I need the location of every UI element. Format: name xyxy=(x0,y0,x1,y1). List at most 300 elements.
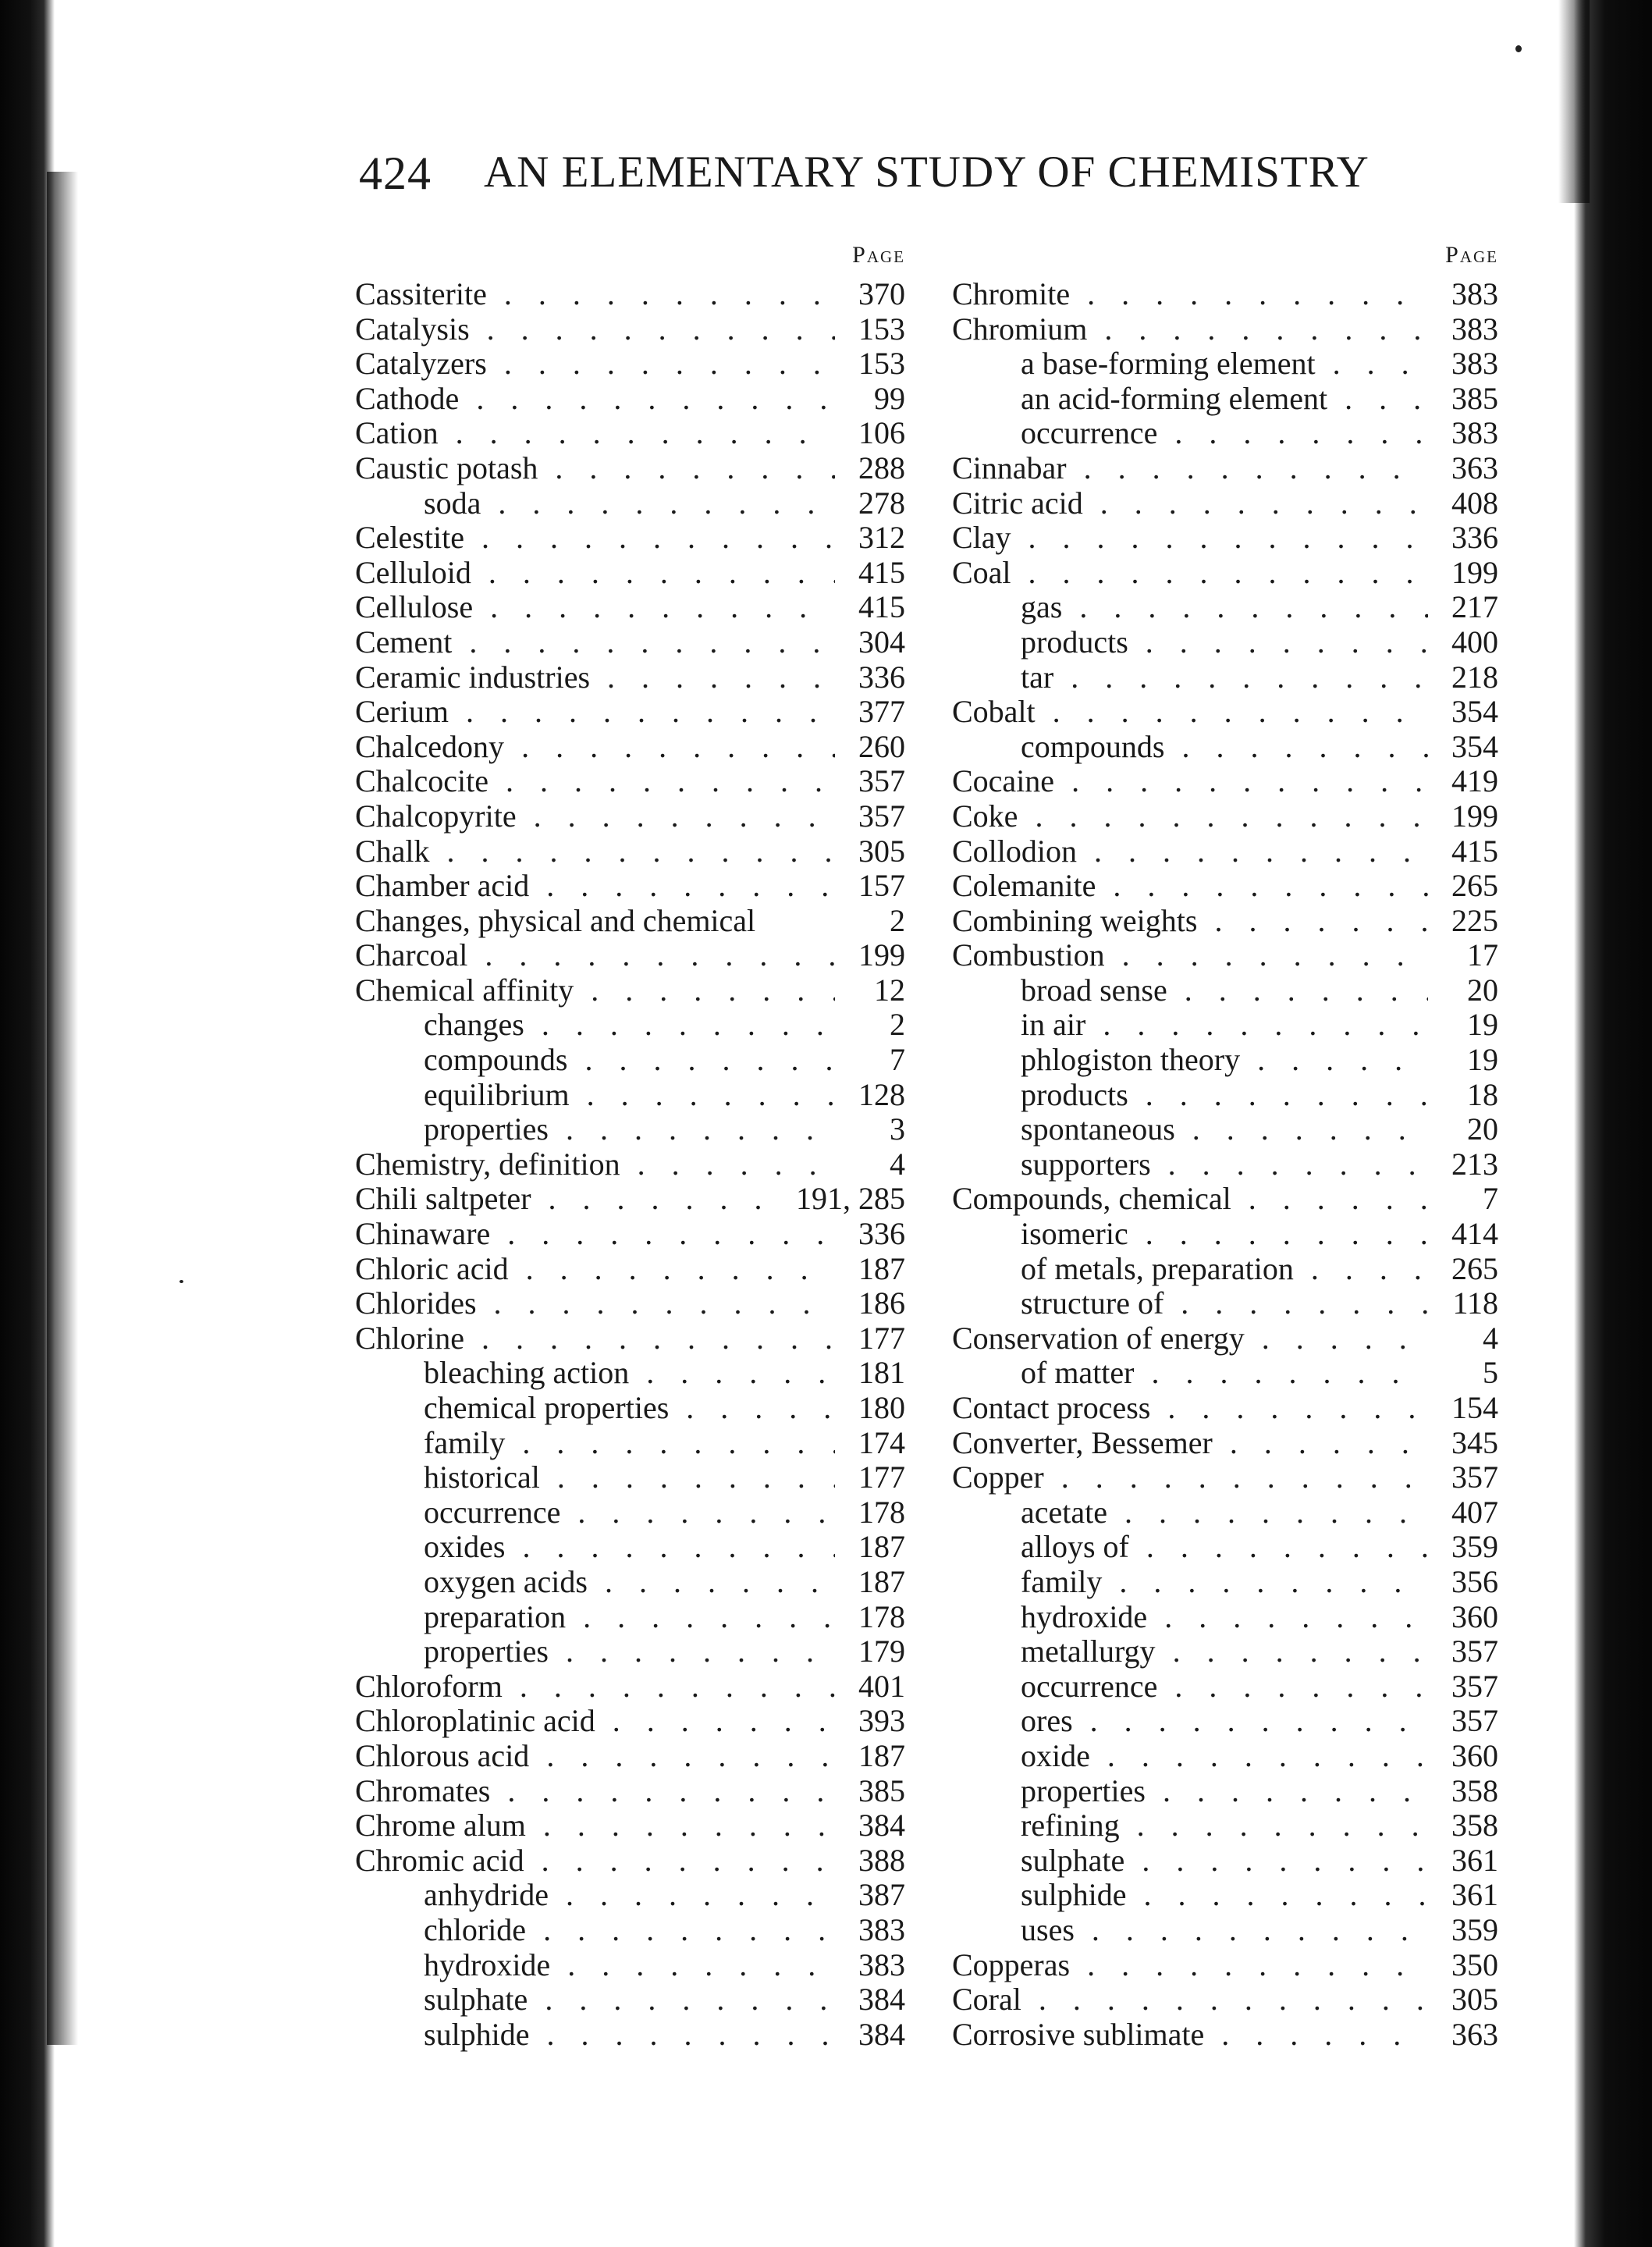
entry-page: 17 xyxy=(1458,938,1498,973)
entry-label: Chili saltpeter . . . xyxy=(355,1182,773,1217)
entry-page: 20 xyxy=(1458,973,1498,1008)
entry-page: 359 xyxy=(1442,1913,1498,1948)
entry-page: 181 xyxy=(849,1356,905,1391)
entry-page: 260 xyxy=(849,730,905,765)
entry-label: a base-forming element . . . xyxy=(1021,347,1428,382)
index-subentry xyxy=(952,1252,1498,1287)
index-entry xyxy=(355,764,905,799)
entry-label: family . . . xyxy=(1021,1565,1428,1600)
entry-page: 177 xyxy=(849,1460,905,1495)
index-column-right xyxy=(952,242,1498,2053)
entry-page: 4 xyxy=(880,1147,905,1182)
entry-label: Contact process . . . xyxy=(952,1391,1428,1426)
index-subentry xyxy=(355,1008,905,1043)
index-subentry xyxy=(952,973,1498,1008)
index-entry xyxy=(952,556,1498,591)
entry-page: 278 xyxy=(849,486,905,521)
entry-label: supporters . . . xyxy=(1021,1147,1428,1182)
entry-label: Coal . . . xyxy=(952,556,1428,591)
index-entry xyxy=(355,869,905,904)
entry-label: occurrence . . . xyxy=(1021,1669,1428,1705)
index-entry xyxy=(355,1808,905,1843)
entry-page: 384 xyxy=(849,2018,905,2053)
scan-shadow-left xyxy=(47,172,78,2045)
entry-page: 199 xyxy=(1442,556,1498,591)
index-entry xyxy=(355,382,905,417)
index-subentry xyxy=(355,1391,905,1426)
scan-speck xyxy=(179,1280,183,1283)
entry-page: 174 xyxy=(849,1426,905,1461)
index-entry xyxy=(355,1252,905,1287)
index-subentry xyxy=(355,1878,905,1913)
index-entry xyxy=(952,938,1498,973)
entry-page: 370 xyxy=(849,277,905,312)
entry-page: 400 xyxy=(1442,625,1498,660)
entry-page: 153 xyxy=(849,312,905,347)
entry-page: 7 xyxy=(1473,1182,1498,1217)
entry-label: ores . . . xyxy=(1021,1704,1428,1739)
entry-label: Chlorides . . . xyxy=(355,1286,835,1321)
index-entry xyxy=(355,1669,905,1705)
index-entry xyxy=(355,834,905,869)
entry-label: Cocaine . . . xyxy=(952,764,1428,799)
entry-page: 178 xyxy=(849,1495,905,1531)
entry-page: 354 xyxy=(1442,695,1498,730)
index-entry xyxy=(952,1460,1498,1495)
entry-page: 336 xyxy=(849,1217,905,1252)
index-subentry xyxy=(952,1878,1498,1913)
index-entry xyxy=(355,312,905,347)
entry-label: alloys of . . . xyxy=(1021,1530,1428,1565)
index-subentry xyxy=(952,1600,1498,1635)
entry-label: chloride . . . xyxy=(424,1913,835,1948)
index-entry xyxy=(355,1843,905,1879)
page-column-heading: Page xyxy=(852,242,905,268)
entry-label: oxides . . . xyxy=(424,1530,835,1565)
entry-page: 265 xyxy=(1442,1252,1498,1287)
entry-label: compounds . . . xyxy=(1021,730,1428,765)
entry-page: 387 xyxy=(849,1878,905,1913)
index-entry xyxy=(952,486,1498,521)
entry-page: 383 xyxy=(1442,416,1498,451)
index-subentry xyxy=(355,1634,905,1669)
entry-label: Ceramic industries . . . xyxy=(355,660,835,695)
entry-label: spontaneous . . . xyxy=(1021,1112,1428,1147)
entry-label: Chalk . . . xyxy=(355,834,835,869)
entry-label: Catalyzers . . . xyxy=(355,347,835,382)
entry-label: Cation . . . xyxy=(355,416,835,451)
entry-label: isomeric . . . xyxy=(1021,1217,1428,1252)
entry-page: 288 xyxy=(849,451,905,486)
entry-label: Catalysis . . . xyxy=(355,312,835,347)
entry-page: 357 xyxy=(849,799,905,834)
index-entry xyxy=(952,312,1498,347)
entry-page: 414 xyxy=(1442,1217,1498,1252)
index-subentry xyxy=(952,1495,1498,1531)
entry-page: 312 xyxy=(849,521,905,556)
entry-page: 199 xyxy=(1442,799,1498,834)
index-subentry xyxy=(952,1739,1498,1774)
entry-label: Cellulose . . . xyxy=(355,590,835,625)
entry-label: of metals, preparation . . . xyxy=(1021,1252,1428,1287)
entry-page: 106 xyxy=(849,416,905,451)
page-column-heading: Page xyxy=(1445,242,1498,268)
index-subentry xyxy=(355,1356,905,1391)
index-subentry xyxy=(952,1147,1498,1182)
index-entry xyxy=(952,834,1498,869)
entry-page: 357 xyxy=(1442,1704,1498,1739)
entry-page: 363 xyxy=(1442,2018,1498,2053)
entry-label: Chemical affinity . . . xyxy=(355,973,835,1008)
entry-label: Cinnabar . . . xyxy=(952,451,1428,486)
entry-label: Clay . . . xyxy=(952,521,1428,556)
entry-label: Combining weights . . . xyxy=(952,904,1428,939)
entry-label: Converter, Bessemer . . . xyxy=(952,1426,1428,1461)
entry-page: 177 xyxy=(849,1321,905,1356)
entry-page: 217 xyxy=(1442,590,1498,625)
entry-label: uses . . . xyxy=(1021,1913,1428,1948)
index-entry xyxy=(952,1321,1498,1356)
entry-page: 357 xyxy=(1442,1460,1498,1495)
index-entry xyxy=(355,1217,905,1252)
entry-label: refining . . . xyxy=(1021,1808,1428,1843)
index-entry xyxy=(355,1321,905,1356)
index-entry xyxy=(355,590,905,625)
index-subentry xyxy=(952,1043,1498,1078)
index-entry xyxy=(355,521,905,556)
index-entry xyxy=(952,764,1498,799)
index-subentry xyxy=(355,1460,905,1495)
entry-label: anhydride . . . xyxy=(424,1878,835,1913)
index-subentry xyxy=(355,1982,905,2018)
index-subentry xyxy=(952,1565,1498,1600)
entry-page: 336 xyxy=(1442,521,1498,556)
entry-page: 407 xyxy=(1442,1495,1498,1531)
entry-label: Chromite . . . xyxy=(952,277,1428,312)
entry-page: 358 xyxy=(1442,1774,1498,1809)
entry-label: Chromic acid . . . xyxy=(355,1843,835,1879)
index-entry xyxy=(355,1774,905,1809)
entry-label: hydroxide . . . xyxy=(1021,1600,1428,1635)
entry-page: 7 xyxy=(880,1043,905,1078)
index-subentry xyxy=(952,1704,1498,1739)
index-subentry xyxy=(952,1286,1498,1321)
entry-label: oxide . . . xyxy=(1021,1739,1428,1774)
index-entry xyxy=(355,973,905,1008)
entry-label: hydroxide . . . xyxy=(424,1948,835,1983)
entry-page: 384 xyxy=(849,1808,905,1843)
entry-label: Colemanite . . . xyxy=(952,869,1428,904)
index-subentry xyxy=(952,1356,1498,1391)
entry-page: 419 xyxy=(1442,764,1498,799)
entry-label: equilibrium . . . xyxy=(424,1078,835,1113)
entry-page: 20 xyxy=(1458,1112,1498,1147)
index-subentry xyxy=(355,1530,905,1565)
index-entry xyxy=(355,1739,905,1774)
entry-page: 336 xyxy=(849,660,905,695)
index-entry xyxy=(355,799,905,834)
entry-page: 345 xyxy=(1442,1426,1498,1461)
entry-page: 225 xyxy=(1442,904,1498,939)
entry-label: Cobalt . . . xyxy=(952,695,1428,730)
entry-page: 383 xyxy=(1442,312,1498,347)
entry-label: Conservation of energy . . . xyxy=(952,1321,1428,1356)
index-entry xyxy=(952,1426,1498,1461)
entry-label: Chemistry, definition . . . xyxy=(355,1147,835,1182)
index-entry xyxy=(355,660,905,695)
index-entry xyxy=(952,695,1498,730)
index-subentry xyxy=(355,2018,905,2053)
entry-label: Chinaware . . . xyxy=(355,1217,835,1252)
entry-page: 187 xyxy=(849,1565,905,1600)
index-entry xyxy=(952,1948,1498,1983)
entry-page: 360 xyxy=(1442,1739,1498,1774)
index-entry xyxy=(355,556,905,591)
entry-page: 408 xyxy=(1442,486,1498,521)
entry-label: Cerium . . . xyxy=(355,695,835,730)
entry-page: 361 xyxy=(1442,1843,1498,1879)
index-subentry xyxy=(952,1808,1498,1843)
index-subentry xyxy=(355,486,905,521)
entry-label: Chloric acid . . . xyxy=(355,1252,835,1287)
entry-label: soda . . . xyxy=(424,486,835,521)
entry-page: 5 xyxy=(1473,1356,1498,1391)
entry-page: 359 xyxy=(1442,1530,1498,1565)
entry-label: properties . . . xyxy=(1021,1774,1428,1809)
index-entry xyxy=(355,904,905,939)
entry-page: 393 xyxy=(849,1704,905,1739)
entry-page: 357 xyxy=(1442,1634,1498,1669)
entry-page: 415 xyxy=(1442,834,1498,869)
entry-page: 361 xyxy=(1442,1878,1498,1913)
index-subentry xyxy=(952,1530,1498,1565)
index-subentry xyxy=(952,347,1498,382)
entry-label: Cathode . . . xyxy=(355,382,835,417)
entry-label: gas . . . xyxy=(1021,590,1428,625)
index-entry xyxy=(355,1286,905,1321)
entry-label: Changes, physical and chemical xyxy=(355,903,756,938)
entry-page: 187 xyxy=(849,1530,905,1565)
entry-page: 305 xyxy=(1442,1982,1498,2018)
entry-label: Citric acid . . . xyxy=(952,486,1428,521)
entry-page: 218 xyxy=(1442,660,1498,695)
entry-page: 388 xyxy=(849,1843,905,1879)
index-subentry xyxy=(952,1112,1498,1147)
index-subentry xyxy=(952,1078,1498,1113)
entry-page: 383 xyxy=(849,1913,905,1948)
entry-label: products . . . xyxy=(1021,625,1428,660)
entry-label: preparation . . . xyxy=(424,1600,835,1635)
entry-label: Chlorine . . . xyxy=(355,1321,835,1356)
entry-page: 186 xyxy=(849,1286,905,1321)
index-entry xyxy=(952,1982,1498,2018)
entry-label: occurrence . . . xyxy=(424,1495,835,1531)
index-subentry xyxy=(952,1774,1498,1809)
index-entry xyxy=(952,904,1498,939)
index-entry xyxy=(355,625,905,660)
entry-page: 213 xyxy=(1442,1147,1498,1182)
entry-page: 153 xyxy=(849,347,905,382)
entry-label: occurrence . . . xyxy=(1021,416,1428,451)
index-subentry xyxy=(952,1217,1498,1252)
entry-page: 383 xyxy=(1442,277,1498,312)
entry-label: an acid-forming element . . . xyxy=(1021,382,1428,417)
scan-edge-right xyxy=(1574,0,1652,2247)
entry-page: 415 xyxy=(849,556,905,591)
index-subentry xyxy=(952,1843,1498,1879)
entry-page: 305 xyxy=(849,834,905,869)
entry-page: 357 xyxy=(849,764,905,799)
entry-label: of matter . . . xyxy=(1021,1356,1428,1391)
entry-page: 118 xyxy=(1443,1286,1498,1321)
index-subentry xyxy=(952,1669,1498,1705)
entry-page: 2 xyxy=(880,1008,905,1043)
entry-page: 18 xyxy=(1458,1078,1498,1113)
entry-label: bleaching action . . . xyxy=(424,1356,835,1391)
entry-label: Chalcopyrite . . . xyxy=(355,799,835,834)
index-entry xyxy=(355,730,905,765)
entry-label: Chlorous acid . . . xyxy=(355,1739,835,1774)
index-entry xyxy=(355,1182,905,1217)
index-entry xyxy=(952,1182,1498,1217)
running-title: AN ELEMENTARY STUDY OF CHEMISTRY xyxy=(484,148,1370,197)
entry-page: 179 xyxy=(849,1634,905,1669)
index-subentry xyxy=(952,625,1498,660)
entry-label: Cement . . . xyxy=(355,625,835,660)
entry-page: 178 xyxy=(849,1600,905,1635)
scan-shadow-right xyxy=(1558,0,1590,203)
index-subentry xyxy=(952,730,1498,765)
entry-label: acetate . . . xyxy=(1021,1495,1428,1531)
entry-page: 384 xyxy=(849,1982,905,2018)
index-subentry xyxy=(355,1565,905,1600)
index-entry xyxy=(355,451,905,486)
entry-label: oxygen acids . . . xyxy=(424,1565,835,1600)
index-subentry xyxy=(355,1948,905,1983)
entry-page: 357 xyxy=(1442,1669,1498,1705)
index-subentry xyxy=(952,1634,1498,1669)
index-entries xyxy=(952,277,1498,2052)
entry-label: properties . . . xyxy=(424,1112,835,1147)
entry-label: family . . . xyxy=(424,1426,835,1461)
index-entry xyxy=(952,2018,1498,2053)
index-subentry xyxy=(355,1913,905,1948)
entry-label: Cassiterite . . . xyxy=(355,277,835,312)
entry-label: Chamber acid . . . xyxy=(355,869,835,904)
entry-label: compounds . . . xyxy=(424,1043,835,1078)
index-subentry xyxy=(355,1426,905,1461)
running-header xyxy=(359,147,1475,201)
index-subentry xyxy=(952,1008,1498,1043)
entry-page: 3 xyxy=(880,1112,905,1147)
entry-page: 4 xyxy=(1473,1321,1498,1356)
index-entry xyxy=(355,1704,905,1739)
index-entry xyxy=(355,277,905,312)
index-subentry xyxy=(355,1112,905,1147)
index-entry xyxy=(952,277,1498,312)
entry-label: phlogiston theory . . . xyxy=(1021,1043,1428,1078)
entry-label: tar . . . xyxy=(1021,660,1428,695)
index-subentry xyxy=(355,1043,905,1078)
scan-speck xyxy=(1515,45,1522,52)
entry-label: Chalcocite . . . xyxy=(355,764,835,799)
entry-page: 265 xyxy=(1442,869,1498,904)
entry-page: 157 xyxy=(849,869,905,904)
entry-page: 187 xyxy=(849,1739,905,1774)
entry-label: Chloroplatinic acid . . . xyxy=(355,1704,835,1739)
entry-label: Caustic potash . . . xyxy=(355,451,835,486)
entry-page: 191, 285 xyxy=(787,1182,905,1217)
entry-page: 350 xyxy=(1442,1948,1498,1983)
entry-page: 385 xyxy=(1442,382,1498,417)
entry-page: 383 xyxy=(849,1948,905,1983)
index-entry xyxy=(355,1147,905,1182)
index-entry xyxy=(355,695,905,730)
index-entry xyxy=(355,416,905,451)
entry-label: in air . . . xyxy=(1021,1008,1428,1043)
entry-label: Copperas . . . xyxy=(952,1948,1428,1983)
index-entry xyxy=(952,521,1498,556)
entry-page: 385 xyxy=(849,1774,905,1809)
entry-label: sulphide . . . xyxy=(1021,1878,1428,1913)
index-subentry xyxy=(952,660,1498,695)
entry-label: Chromium . . . xyxy=(952,312,1428,347)
index-subentry xyxy=(355,1078,905,1113)
entry-label: Charcoal . . . xyxy=(355,938,835,973)
index-subentry xyxy=(355,1600,905,1635)
index-entry xyxy=(952,799,1498,834)
entry-page: 363 xyxy=(1442,451,1498,486)
entry-label: Collodion . . . xyxy=(952,834,1428,869)
index-entry xyxy=(952,869,1498,904)
entry-label: products . . . xyxy=(1021,1078,1428,1113)
entry-label: Corrosive sublimate . . . xyxy=(952,2018,1428,2053)
entry-label: historical . . . xyxy=(424,1460,835,1495)
index-entries xyxy=(355,277,905,2052)
index-subentry xyxy=(355,1495,905,1531)
entry-page: 12 xyxy=(865,973,905,1008)
entry-label: changes . . . xyxy=(424,1008,835,1043)
entry-label: broad sense . . . xyxy=(1021,973,1428,1008)
entry-label: sulphate . . . xyxy=(424,1982,835,2018)
entry-page: 128 xyxy=(849,1078,905,1113)
index-entry xyxy=(952,1391,1498,1426)
entry-page: 154 xyxy=(1442,1391,1498,1426)
entry-page: 401 xyxy=(849,1669,905,1705)
entry-page: 356 xyxy=(1442,1565,1498,1600)
entry-label: Copper . . . xyxy=(952,1460,1428,1495)
entry-label: Chloroform . . . xyxy=(355,1669,835,1705)
entry-page: 19 xyxy=(1458,1043,1498,1078)
entry-label: Compounds, chemical . . . xyxy=(952,1182,1428,1217)
entry-label: Chromates . . . xyxy=(355,1774,835,1809)
entry-page: 354 xyxy=(1442,730,1498,765)
entry-label: Celluloid . . . xyxy=(355,556,835,591)
entry-label: structure of . . . xyxy=(1021,1286,1428,1321)
entry-page: 304 xyxy=(849,625,905,660)
entry-page: 360 xyxy=(1442,1600,1498,1635)
entry-page: 377 xyxy=(849,695,905,730)
page-number: 424 xyxy=(359,148,432,199)
entry-label: properties . . . xyxy=(424,1634,835,1669)
entry-page: 2 xyxy=(880,904,905,939)
entry-page: 199 xyxy=(849,938,905,973)
entry-page: 180 xyxy=(849,1391,905,1426)
entry-label: Coke . . . xyxy=(952,799,1428,834)
entry-label: Celestite . . . xyxy=(355,521,835,556)
index-subentry xyxy=(952,590,1498,625)
entry-label: Chrome alum . . . xyxy=(355,1808,835,1843)
